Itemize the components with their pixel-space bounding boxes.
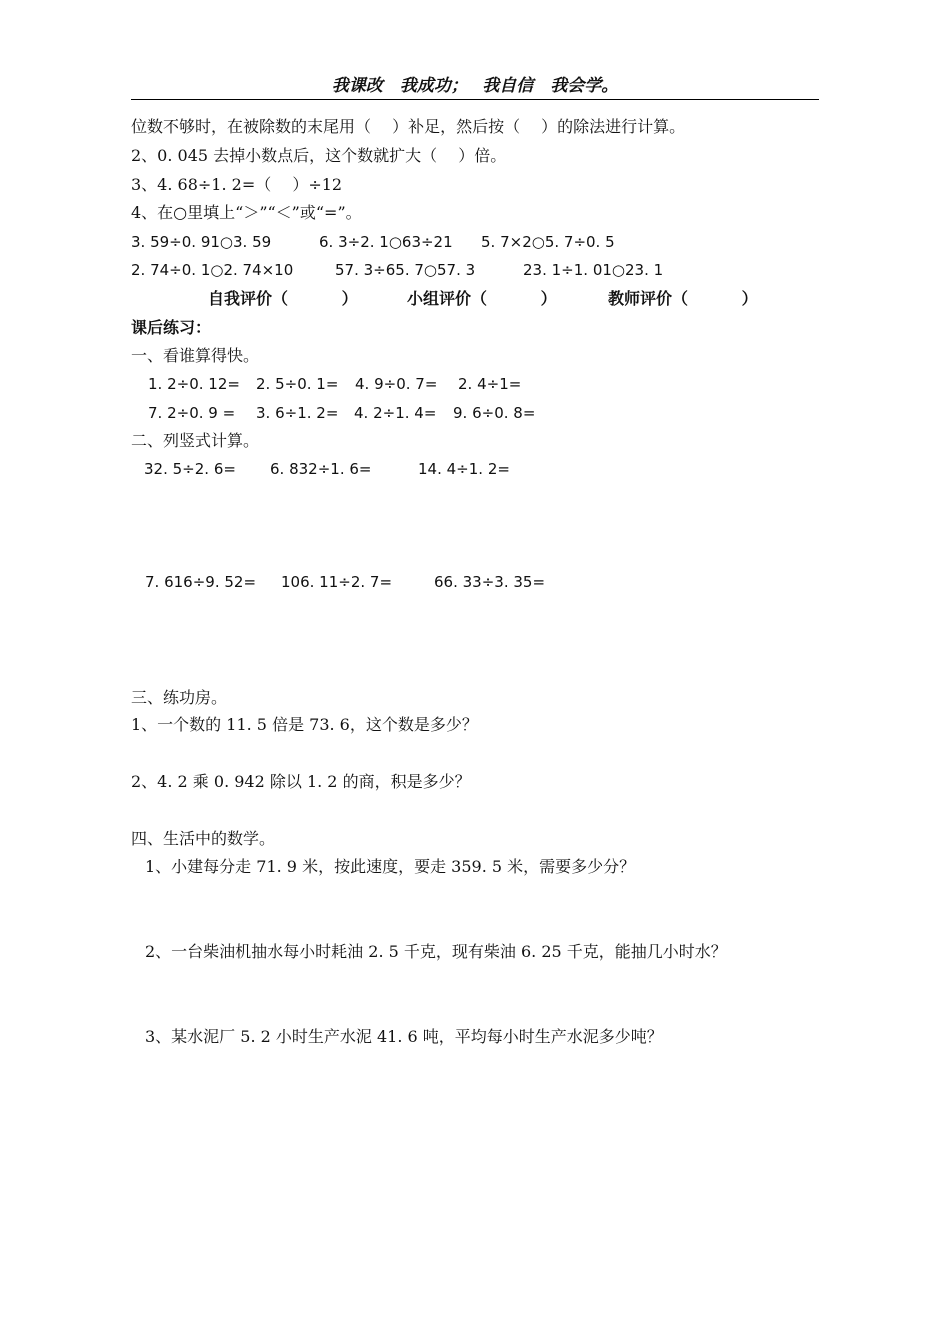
intro-line-3: 3、4. 68÷1. 2=（ ）÷12 xyxy=(131,175,343,194)
quick-calc-item: 4. 9÷0. 7= xyxy=(355,375,438,393)
quick-calc-item: 1. 2÷0. 12= xyxy=(148,375,240,393)
quick-calc-item: 4. 2÷1. 4= xyxy=(354,404,437,422)
compare-row-2 xyxy=(131,259,819,281)
vertical-calc-item: 106. 11÷2. 7= xyxy=(281,573,393,591)
section3-question-1: 1、一个数的 11. 5 倍是 73. 6，这个数是多少？ xyxy=(131,715,478,734)
vertical-calc-row-2 xyxy=(145,571,645,593)
page-header: 我课改 我成功； 我自信 我会学。 xyxy=(131,74,819,100)
vertical-calc-item: 6. 832÷1. 6= xyxy=(270,460,372,478)
compare-row-1 xyxy=(131,231,819,253)
compare-item: 57. 3÷65. 7○57. 3 xyxy=(335,261,476,279)
group-evaluation: 小组评价（ ） xyxy=(407,289,557,308)
vertical-calc-item: 66. 33÷3. 35= xyxy=(434,573,546,591)
section4-title: 四、生活中的数学。 xyxy=(131,829,276,848)
self-evaluation: 自我评价（ ） xyxy=(208,289,358,308)
homework-title: 课后练习： xyxy=(131,318,212,337)
quick-calc-item: 2. 5÷0. 1= xyxy=(256,375,339,393)
section1-title: 一、看谁算得快。 xyxy=(131,346,260,365)
compare-item: 2. 74÷0. 1○2. 74×10 xyxy=(131,261,294,279)
section3-question-2: 2、4. 2 乘 0. 942 除以 1. 2 的商，积是多少？ xyxy=(131,772,471,791)
compare-item: 6. 3÷2. 1○63÷21 xyxy=(319,233,453,251)
vertical-calc-item: 32. 5÷2. 6= xyxy=(144,460,236,478)
section4-question-2: 2、一台柴油机抽水每小时耗油 2. 5 千克，现有柴油 6. 25 千克，能抽几小时水？ xyxy=(145,942,727,961)
quick-calc-row-2 xyxy=(148,402,648,424)
teacher-evaluation: 教师评价（ ） xyxy=(608,289,758,308)
quick-calc-item: 9. 6÷0. 8= xyxy=(453,404,536,422)
compare-item: 23. 1÷1. 01○23. 1 xyxy=(523,261,664,279)
quick-calc-item: 7. 2÷0. 9 = xyxy=(148,404,236,422)
compare-item: 5. 7×2○5. 7÷0. 5 xyxy=(481,233,615,251)
vertical-calc-item: 7. 616÷9. 52= xyxy=(145,573,257,591)
section2-title: 二、列竖式计算。 xyxy=(131,431,260,450)
section4-question-3: 3、某水泥厂 5. 2 小时生产水泥 41. 6 吨，平均每小时生产水泥多少吨？ xyxy=(145,1027,663,1046)
compare-item: 3. 59÷0. 91○3. 59 xyxy=(131,233,272,251)
section4-question-1: 1、小建每分走 71. 9 米，按此速度，要走 359. 5 米，需要多少分？ xyxy=(145,857,636,876)
vertical-calc-item: 14. 4÷1. 2= xyxy=(418,460,510,478)
quick-calc-item: 2. 4÷1= xyxy=(458,375,522,393)
intro-line-2: 2、0. 045 去掉小数点后，这个数就扩大（ ）倍。 xyxy=(131,146,507,165)
intro-line-1: 位数不够时，在被除数的末尾用（ ）补足，然后按（ ）的除法进行计算。 xyxy=(131,117,686,136)
quick-calc-item: 3. 6÷1. 2= xyxy=(256,404,339,422)
quick-calc-row-1 xyxy=(148,373,648,395)
vertical-calc-row-1 xyxy=(144,458,644,480)
intro-line-4: 4、在○里填上“＞”“＜”或“=”。 xyxy=(131,203,362,222)
section3-title: 三、练功房。 xyxy=(131,688,228,707)
